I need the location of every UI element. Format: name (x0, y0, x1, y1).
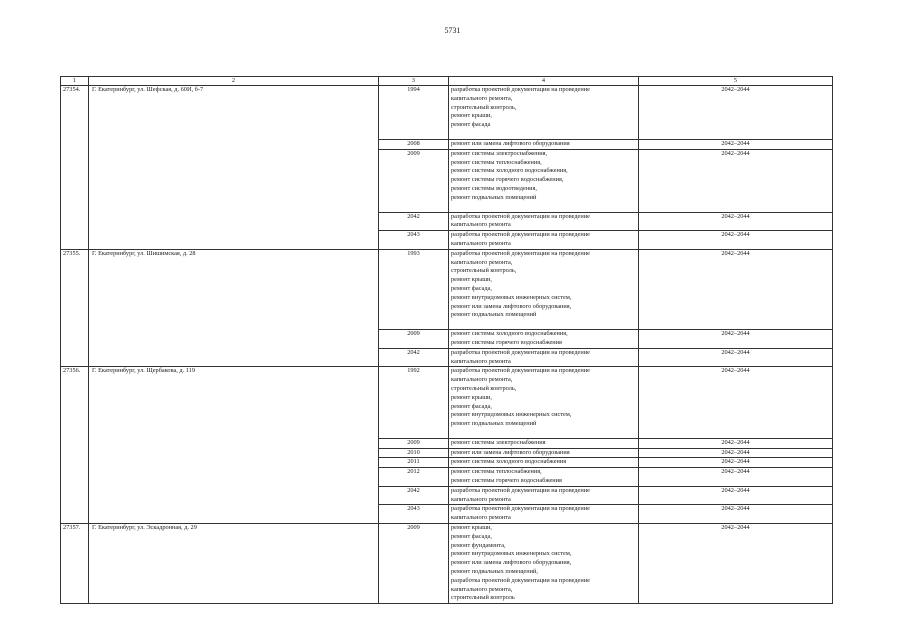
object-number: 27356. (61, 367, 89, 524)
object-address: Г. Екатеринбург, ул. Шефская, д. 60И, б-7 (89, 86, 379, 250)
works-cell: разработка проектной документации на проведение капитального ремонта (449, 486, 639, 505)
build-year-cell: 2043 (379, 231, 449, 250)
period-cell: 2042–2044 (639, 367, 833, 439)
period-cell: 2042–2044 (639, 249, 833, 329)
build-year-cell: 2012 (379, 468, 449, 487)
build-year-cell: 1994 (379, 86, 449, 140)
table-row (61, 249, 833, 329)
works-cell: ремонт системы холодного водоснабжения, ремонт системы горячего водоснабжения (449, 330, 639, 349)
period-cell: 2042–2044 (639, 458, 833, 468)
header-col-3: 3 (379, 77, 449, 86)
period-cell: 2042–2044 (639, 139, 833, 149)
period-cell: 2042–2044 (639, 348, 833, 367)
table-row (61, 86, 833, 140)
works-cell: разработка проектной документации на проведение капитального ремонта, строительный контроль, ремонт крыши, ремонт фасада, ремонт внутридомовых инженерных систем, ремонт или замена лифтового оборудования, ремонт подвальных помещений (449, 249, 639, 329)
works-cell: разработка проектной документации на проведение капитального ремонта, строительный контроль, ремонт крыши, ремонт фасада, ремонт внутридомовых инженерных систем, ремонт подвальных помещений (449, 367, 639, 439)
works-cell: ремонт крыши, ремонт фасада, ремонт фундамента, ремонт внутридомовых инженерных систем, ремонт или замена лифтового оборудования, ремонт подвальных помещений, разработка проектной документации на проведение капитального ремонта, строительный контроль (449, 524, 639, 604)
works-cell: разработка проектной документации на проведение капитального ремонта (449, 212, 639, 231)
build-year-cell: 1993 (379, 249, 449, 329)
object-number: 27355. (61, 249, 89, 367)
build-year-cell: 2009 (379, 330, 449, 349)
header-col-4: 4 (449, 77, 639, 86)
period-cell: 2042–2044 (639, 486, 833, 505)
header-row (61, 77, 833, 86)
build-year-cell: 2008 (379, 139, 449, 149)
works-cell: разработка проектной документации на проведение капитального ремонта (449, 231, 639, 250)
capital-repair-table (60, 76, 833, 604)
header-col-1: 1 (61, 77, 89, 86)
works-cell: разработка проектной документации на проведение капитального ремонта (449, 348, 639, 367)
build-year-cell: 1992 (379, 367, 449, 439)
works-cell: ремонт системы электроснабжения (449, 438, 639, 448)
build-year-cell: 2042 (379, 212, 449, 231)
works-cell: разработка проектной документации на проведение капитального ремонта (449, 505, 639, 524)
works-cell: ремонт или замена лифтового оборудования (449, 448, 639, 458)
build-year-cell: 2042 (379, 348, 449, 367)
works-cell: ремонт системы холодного водоснабжения (449, 458, 639, 468)
build-year-cell: 2043 (379, 505, 449, 524)
build-year-cell: 2009 (379, 438, 449, 448)
period-cell: 2042–2044 (639, 86, 833, 140)
period-cell: 2042–2044 (639, 524, 833, 604)
period-cell: 2042–2044 (639, 330, 833, 349)
build-year-cell: 2010 (379, 448, 449, 458)
works-cell: ремонт системы теплоснабжения, ремонт системы горячего водоснабжения (449, 468, 639, 487)
page-number: 5731 (444, 26, 461, 35)
period-cell: 2042–2044 (639, 231, 833, 250)
build-year-cell: 2009 (379, 524, 449, 604)
build-year-cell: 2011 (379, 458, 449, 468)
table-row (61, 524, 833, 604)
works-cell: разработка проектной документации на проведение капитального ремонта, строительный контроль, ремонт крыши, ремонт фасада (449, 86, 639, 140)
object-address: Г. Екатеринбург, ул. Шишимская, д. 28 (89, 249, 379, 367)
table-row (61, 367, 833, 439)
object-number: 27354. (61, 86, 89, 250)
period-cell: 2042–2044 (639, 438, 833, 448)
build-year-cell: 2042 (379, 486, 449, 505)
period-cell: 2042–2044 (639, 149, 833, 212)
period-cell: 2042–2044 (639, 505, 833, 524)
works-cell: ремонт системы электроснабжения, ремонт системы теплоснабжения, ремонт системы холодного водоснабжения, ремонт системы горячего водоснабжения, ремонт системы водоотведения, ремонт подвальных помещений (449, 149, 639, 212)
works-cell: ремонт или замена лифтового оборудования (449, 139, 639, 149)
period-cell: 2042–2044 (639, 468, 833, 487)
object-number: 27357. (61, 524, 89, 604)
header-col-2: 2 (89, 77, 379, 86)
period-cell: 2042–2044 (639, 212, 833, 231)
build-year-cell: 2009 (379, 149, 449, 212)
object-address: Г. Екатеринбург, ул. Эскадронная, д. 29 (89, 524, 379, 604)
object-address: Г. Екатеринбург, ул. Щербакова, д. 119 (89, 367, 379, 524)
period-cell: 2042–2044 (639, 448, 833, 458)
header-col-5: 5 (639, 77, 833, 86)
